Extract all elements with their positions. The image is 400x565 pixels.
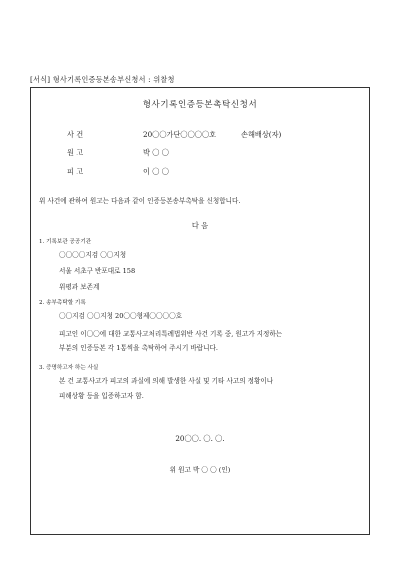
section-1-line: 서울 서초구 반포대로 158: [59, 267, 136, 275]
form-header: [서식] 형사기록인증등본송부신청서 : 위찰청: [30, 75, 175, 84]
document-frame: [30, 87, 370, 535]
case-label: 사 건: [67, 130, 84, 139]
signature-line: 위 원고 박 〇 〇 (인): [169, 466, 231, 474]
section-2-line: 피고인 이〇〇에 대한 교통사고처리특례법위반 사건 기록 중, 원고가 지정하는: [59, 330, 283, 338]
section-1-heading: 1. 기록보관 공공기관: [39, 239, 92, 245]
intro-text: 위 사건에 관하여 원고는 다음과 같이 인증등본송부촉탁을 신청합니다.: [39, 197, 241, 205]
plaintiff-label: 원 고: [67, 148, 84, 157]
section-1-line: 〇〇〇〇지검 〇〇지청: [59, 251, 127, 259]
section-1-line: 위평과 보존계: [59, 283, 100, 291]
section-2-line: 부분의 인증등본 각 1통씩을 촉탁하여 주시기 바랍니다.: [59, 344, 218, 352]
section-2-line: 〇〇지검 〇〇지청 20〇〇형제〇〇〇〇호: [59, 312, 183, 320]
document-title: 형사기록인증등본촉탁신청서: [142, 100, 258, 110]
plaintiff-name: 박 〇 〇: [143, 148, 169, 157]
case-name: 손해배상(자): [241, 130, 282, 139]
section-3-heading: 3. 증명하고자 하는 사실: [39, 365, 99, 371]
defendant-label: 피 고: [67, 167, 84, 176]
section-3-line: 본 건 교통사고가 피고의 과실에 의해 발생한 사실 및 기타 사고의 정황이나: [59, 377, 274, 385]
defendant-name: 이 〇 〇: [143, 167, 169, 176]
section-2-heading: 2. 송부촉탁할 기록: [39, 300, 86, 306]
document-date: 20〇〇. 〇. 〇.: [175, 434, 225, 443]
center-heading: 다 음: [191, 221, 209, 230]
section-3-line: 피해상황 등을 입증하고자 함.: [59, 392, 144, 400]
case-number: 20〇〇가단〇〇〇〇호: [143, 130, 217, 139]
